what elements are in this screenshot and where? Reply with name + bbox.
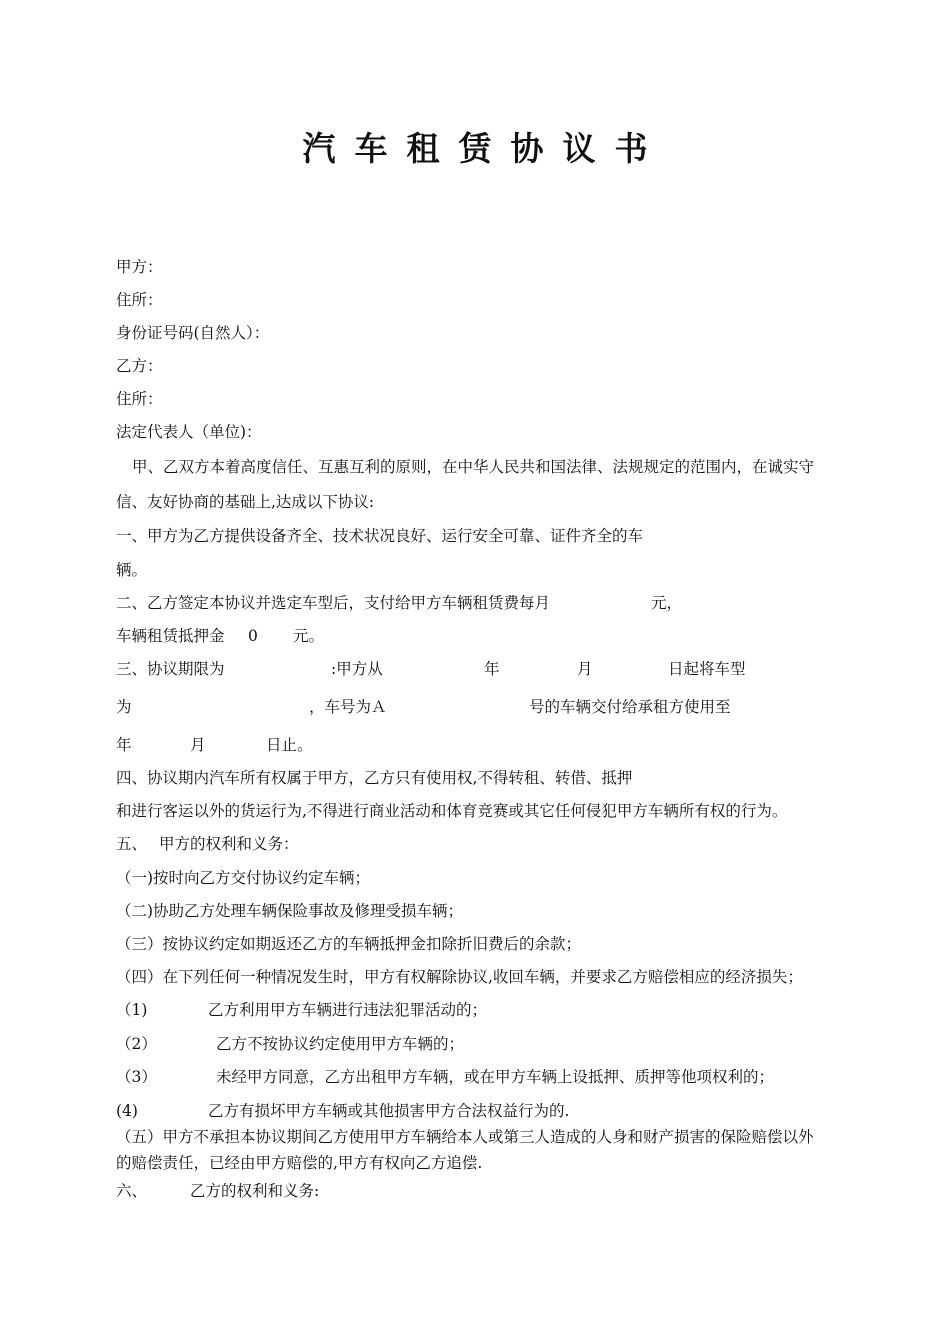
party-b-label: 乙方： [116, 357, 163, 375]
preamble-line-1: 甲、乙双方本着高度信任、互惠互利的原则，在中华人民共和国法律、法规规定的范围内，在诚实守 [132, 458, 815, 476]
clause3-from-label: :甲方从 [331, 660, 383, 678]
clause3-day-model: 日起将车型 [668, 660, 746, 678]
clause1-line-2: 辆。 [116, 561, 148, 579]
clause5-item-3: （三）按协议约定如期返还乙方的车辆抵押金扣除折旧费后的余款； [116, 935, 582, 953]
clause3-handover: 号的车辆交付给承租方使用至 [529, 698, 731, 716]
clause6-heading: 乙方的权利和义务: [190, 1182, 320, 1200]
clause5-item-4: （四）在下列任何一种情况发生时，甲方有权解除协议,收回车辆，并要求乙方赔偿相应的经济损失； [116, 968, 803, 986]
address-a-label: 住所： [116, 291, 163, 309]
document-title: 汽车租赁协议书 [302, 129, 667, 168]
clause5-sub-2-text: 乙方不按协议约定使用甲方车辆的； [216, 1035, 465, 1053]
clause5-heading-num: 五、 [116, 835, 148, 853]
clause5-sub-4-text: 乙方有损坏甲方车辆或其他损害甲方合法权益行为的. [208, 1102, 570, 1120]
address-b-label: 住所： [116, 390, 163, 408]
clause5-sub-1-text: 乙方利用甲方车辆进行违法犯罪活动的； [208, 1001, 488, 1019]
clause5-sub-3-text: 未经甲方同意，乙方出租甲方车辆，或在甲方车辆上设抵押、质押等他项权利的； [216, 1068, 775, 1086]
clause5-item-5-line-2: 的赔偿责任，已经由甲方赔偿的,甲方有权向乙方追偿. [116, 1154, 483, 1172]
clause4-line-1: 四、协议期内汽车所有权属于甲方，乙方只有使用权,不得转租、转借、抵押 [116, 769, 633, 787]
clause2-deposit-label: 车辆租赁抵押金 [116, 627, 225, 645]
clause5-sub-2-num: （2） [116, 1035, 157, 1053]
clause3-term-label: 三、协议期限为 [116, 660, 225, 678]
clause3-year: 年 [484, 660, 500, 678]
clause3-end-month: 月 [190, 736, 206, 754]
clause5-sub-3-num: （3） [116, 1068, 157, 1086]
clause2-yuan-2: 元。 [293, 627, 325, 645]
clause4-line-2: 和进行客运以外的货运行为,不得进行商业活动和体育竞赛或其它任何侵犯甲方车辆所有权的行为。 [116, 802, 788, 820]
id-number-label: 身份证号码(自然人）： [116, 324, 270, 342]
clause5-sub-1-num: （1) [116, 1001, 148, 1019]
party-a-label: 甲方： [116, 258, 163, 276]
clause3-plate: ，车号为Ａ [309, 698, 387, 716]
preamble-line-2: 信、友好协商的基础上,达成以下协议: [116, 493, 375, 511]
clause5-sub-4-num: (4) [116, 1102, 138, 1120]
clause5-heading: 甲方的权利和义务： [159, 835, 299, 853]
clause5-item-5-line-1: （五）甲方不承担本协议期间乙方使用甲方车辆给本人或第三人造成的人身和财产损害的保险赔偿以外 [116, 1128, 814, 1146]
clause3-month: 月 [577, 660, 593, 678]
clause2-deposit-value: 0 [248, 627, 258, 645]
clause2-rent-text: 二、乙方签定本协议并选定车型后，支付给甲方车辆租赁费每月 [116, 594, 551, 612]
clause5-item-1: （一)按时向乙方交付协议约定车辆； [116, 869, 371, 887]
clause3-end-day: 日止。 [266, 736, 313, 754]
clause5-item-2: （二)协助乙方处理车辆保险事故及修理受损车辆； [116, 902, 464, 920]
clause6-heading-num: 六、 [116, 1182, 148, 1200]
legal-rep-label: 法定代表人（单位)： [116, 423, 262, 441]
clause3-end-year: 年 [116, 736, 132, 754]
clause2-yuan-1: 元， [651, 594, 683, 612]
clause1-line-1: 一、甲方为乙方提供设备齐全、技术状况良好、运行安全可靠、证件齐全的车 [116, 527, 644, 545]
clause3-wei: 为 [116, 698, 132, 716]
